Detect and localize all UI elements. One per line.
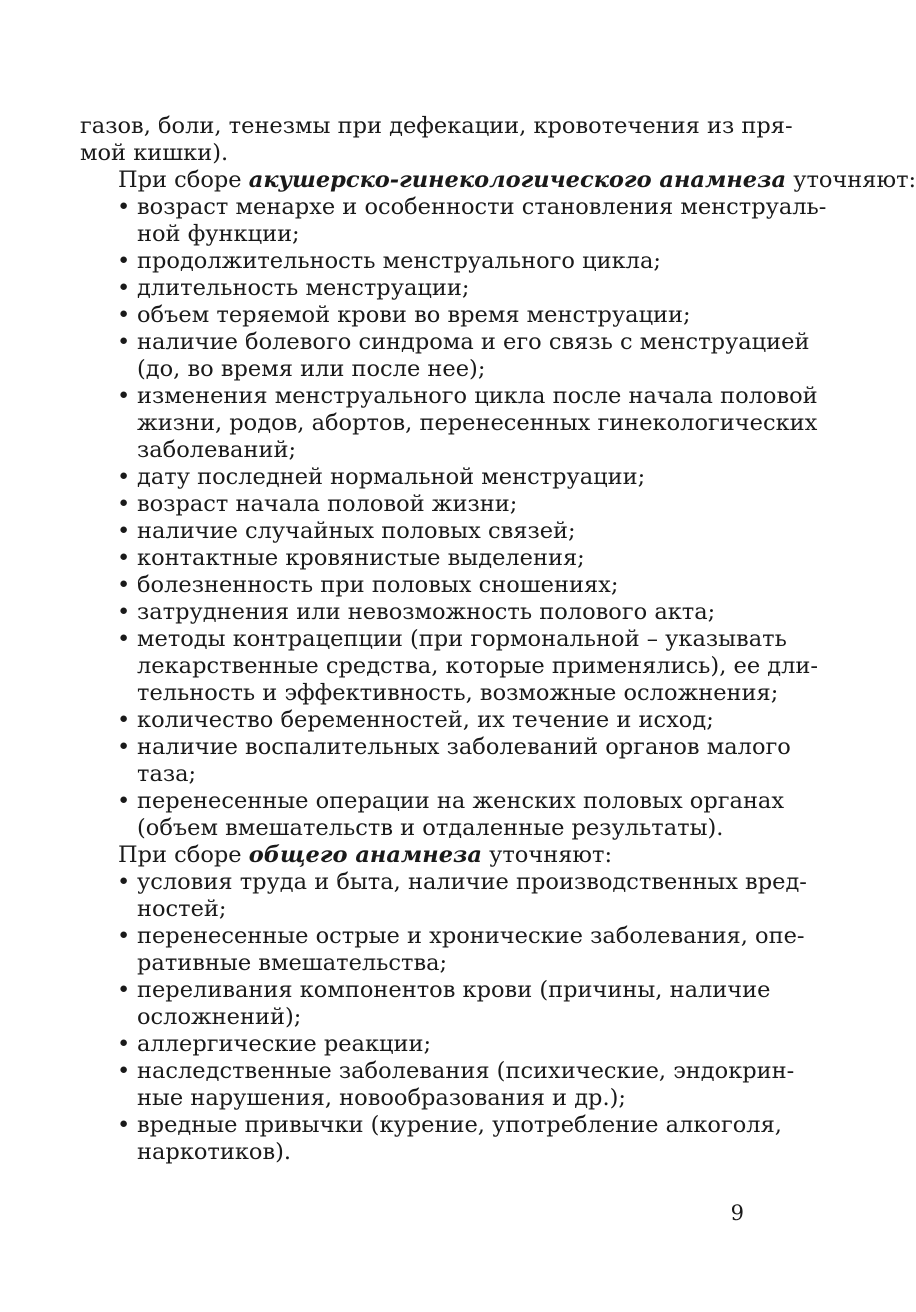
- list-item-continuation-line: [80, 653, 819, 680]
- list-item-first-line: [80, 194, 827, 221]
- lead-emphasis: акушерско-гинекологического анамнеза: [248, 167, 787, 193]
- list-item-text: (до, во время или после нее);: [137, 356, 486, 382]
- list-item-first-line: [80, 977, 771, 1004]
- list-item-text: наличие болевого синдрома и его связь с менструацией: [137, 329, 810, 355]
- list-item: [80, 734, 791, 788]
- list-item: [80, 275, 745, 302]
- section2-lead: [80, 842, 745, 869]
- list-item-first-line: [80, 275, 745, 302]
- bullet-icon: •: [117, 248, 131, 274]
- list-item-text: таза;: [137, 761, 197, 787]
- list-item-continuation-line: [80, 356, 745, 383]
- lead-suffix: уточняют:: [481, 842, 613, 868]
- list-item-text: вредные привычки (курение, употребление алкоголя,: [137, 1112, 782, 1138]
- list-item-text: наследственные заболевания (психические, эндокрин-: [137, 1058, 795, 1084]
- list-item: [80, 518, 745, 545]
- list-item: [80, 707, 745, 734]
- list-item-first-line: [80, 788, 785, 815]
- list-item-continuation-line: [80, 950, 745, 977]
- list-item-text: длительность менструации;: [137, 275, 470, 301]
- list-item: [80, 1058, 795, 1112]
- lead-suffix: уточняют:: [786, 167, 916, 193]
- list-item-continuation-line: [80, 410, 818, 437]
- list-item-continuation-line: [80, 1085, 745, 1112]
- bullet-icon: •: [117, 545, 131, 571]
- list-item-text: тельность и эффективность, возможные осложнения;: [137, 680, 779, 706]
- list-item-text: переливания компонентов крови (причины, наличие: [137, 977, 771, 1003]
- list-item-continuation-line: [80, 1004, 745, 1031]
- list-item-first-line: [80, 248, 745, 275]
- list-item-text: возраст начала половой жизни;: [137, 491, 518, 517]
- lead-prefix: При сборе: [118, 842, 249, 868]
- list-item-first-line: [80, 734, 791, 761]
- text-line: газов, боли, тенезмы при дефекации, кровотечения из пря-: [80, 113, 793, 139]
- list-item-continuation-line: [80, 1139, 745, 1166]
- bullet-icon: •: [117, 1031, 131, 1057]
- list-item-text: жизни, родов, абортов, перенесенных гинекологических: [137, 410, 818, 436]
- list-item-text: продолжительность менструального цикла;: [137, 248, 661, 274]
- list-item-text: перенесенные операции на женских половых органах: [137, 788, 785, 814]
- bullet-icon: •: [117, 1058, 131, 1084]
- list-item-continuation-line: [80, 221, 745, 248]
- list-item-continuation-line: [80, 680, 779, 707]
- list-item-text: (объем вмешательств и отдаленные результаты).: [137, 815, 724, 841]
- list-item: [80, 1031, 745, 1058]
- bullet-icon: •: [117, 194, 131, 220]
- list-item-first-line: [80, 464, 745, 491]
- list-item-continuation-line: [80, 896, 745, 923]
- bullet-icon: •: [117, 383, 131, 409]
- lead-emphasis: общего анамнеза: [248, 842, 482, 868]
- list-item: [80, 545, 745, 572]
- bullet-icon: •: [117, 329, 131, 355]
- list-item: [80, 383, 818, 464]
- list-item: [80, 977, 771, 1031]
- list-item-first-line: [80, 869, 807, 896]
- list-item-first-line: [80, 329, 810, 356]
- list-item-first-line: [80, 626, 787, 653]
- list-item-text: затруднения или невозможность полового акта;: [137, 599, 716, 625]
- list-item-first-line: [80, 1058, 795, 1085]
- list-item-text: болезненность при половых сношениях;: [137, 572, 619, 598]
- list-item: [80, 923, 805, 977]
- text-line: мой кишки).: [80, 140, 229, 166]
- bullet-icon: •: [117, 977, 131, 1003]
- list-item-text: ные нарушения, новообразования и др.);: [137, 1085, 626, 1111]
- bullet-icon: •: [117, 464, 131, 490]
- list-item: [80, 248, 745, 275]
- bullet-icon: •: [117, 869, 131, 895]
- intro-paragraph: [80, 113, 793, 167]
- bullet-icon: •: [117, 626, 131, 652]
- list-item-continuation-line: [80, 437, 745, 464]
- list-item: [80, 194, 827, 248]
- list-item-text: наличие воспалительных заболеваний органов малого: [137, 734, 791, 760]
- list-item-text: заболеваний;: [137, 437, 297, 463]
- bullet-icon: •: [117, 275, 131, 301]
- list-item-continuation-line: [80, 761, 745, 788]
- bullet-icon: •: [117, 302, 131, 328]
- list-item-text: перенесенные острые и хронические заболевания, опе-: [137, 923, 805, 949]
- list-item-text: лекарственные средства, которые применялись), ее дли-: [137, 653, 819, 679]
- lead-prefix: При сборе: [118, 167, 249, 193]
- bullet-icon: •: [117, 707, 131, 733]
- list-item: [80, 302, 745, 329]
- list-item-first-line: [80, 1031, 745, 1058]
- list-item-text: объем теряемой крови во время менструации;: [137, 302, 691, 328]
- bullet-icon: •: [117, 518, 131, 544]
- page-number: 9: [730, 1201, 744, 1225]
- list-item-text: аллергические реакции;: [137, 1031, 432, 1057]
- bullet-icon: •: [117, 1112, 131, 1138]
- list-item-text: изменения менструального цикла после начала половой: [137, 383, 818, 409]
- page-body: [80, 113, 916, 1166]
- list-item: [80, 572, 745, 599]
- bullet-icon: •: [117, 599, 131, 625]
- list-item: [80, 869, 807, 923]
- list-item-text: ной функции;: [137, 221, 300, 247]
- list-item-first-line: [80, 707, 745, 734]
- list-item-first-line: [80, 545, 745, 572]
- list-item: [80, 626, 819, 707]
- list-item-first-line: [80, 572, 745, 599]
- list-item-text: условия труда и быта, наличие производственных вред-: [137, 869, 807, 895]
- list-item-first-line: [80, 599, 745, 626]
- list-item: [80, 788, 785, 842]
- list-item-first-line: [80, 491, 745, 518]
- list-item-text: осложнений);: [137, 1004, 302, 1030]
- section1-lead: [80, 167, 916, 194]
- list-item: [80, 1112, 782, 1166]
- list-item: [80, 464, 745, 491]
- list-item-text: наркотиков).: [137, 1139, 292, 1165]
- list-item-text: методы контрацепции (при гормональной – указывать: [137, 626, 787, 652]
- list-item: [80, 491, 745, 518]
- list-item-first-line: [80, 302, 745, 329]
- obstetric-history-list: [80, 194, 827, 842]
- bullet-icon: •: [117, 788, 131, 814]
- list-item-first-line: [80, 923, 805, 950]
- list-item-text: контактные кровянистые выделения;: [137, 545, 585, 571]
- list-item-first-line: [80, 518, 745, 545]
- list-item-text: количество беременностей, их течение и исход;: [137, 707, 714, 733]
- list-item-text: дату последней нормальной менструации;: [137, 464, 646, 490]
- list-item: [80, 599, 745, 626]
- list-item-first-line: [80, 383, 818, 410]
- general-history-list: [80, 869, 807, 1166]
- list-item-text: ративные вмешательства;: [137, 950, 448, 976]
- list-item-first-line: [80, 1112, 782, 1139]
- list-item-text: возраст менархе и особенности становления менструаль-: [137, 194, 827, 220]
- bullet-icon: •: [117, 923, 131, 949]
- bullet-icon: •: [117, 572, 131, 598]
- list-item-continuation-line: [80, 815, 745, 842]
- list-item-text: ностей;: [137, 896, 227, 922]
- list-item-text: наличие случайных половых связей;: [137, 518, 576, 544]
- bullet-icon: •: [117, 734, 131, 760]
- bullet-icon: •: [117, 491, 131, 517]
- list-item: [80, 329, 810, 383]
